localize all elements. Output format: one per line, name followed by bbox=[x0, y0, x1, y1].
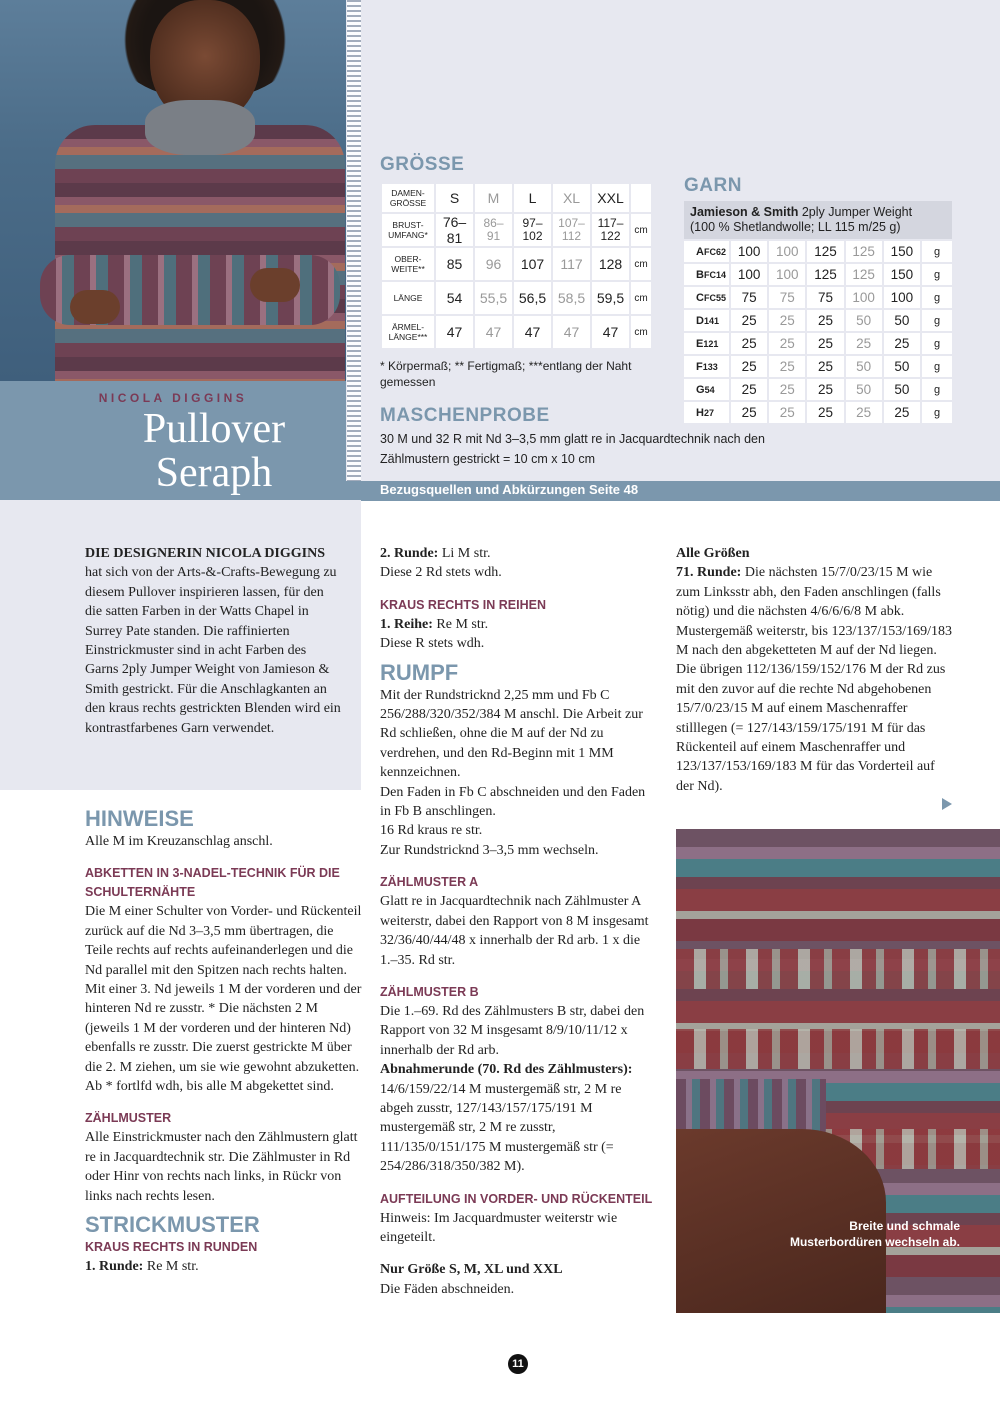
yarn-row: E121 25 25 25 25 25 g bbox=[684, 333, 952, 354]
intro-text: DIE DESIGNERIN NICOLA DIGGINS hat sich von der Arts-&-Crafts-Bewegung zu diesem Pullover inspirieren lassen, für den die satten Farben in der Watts Chapel in Surrey Pate standen. Die raffinierten Einstrickmuster sind in acht Farben des Garns 2ply Jumper Weight von Jamieson & Smith gestrickt. Für die Anschlagkanten an den kraus rechts gestrickten Blenden wird ein kontrastfarbenes Garn verwendet. bbox=[85, 546, 341, 736]
heading-kraus-reihen: KRAUS RECHTS IN REIHEN bbox=[380, 597, 546, 612]
size-row-laenge: LÄNGE 54 55,5 56,5 58,5 59,5 cm bbox=[382, 282, 651, 314]
heading-abketten: ABKETTEN IN 3-NADEL-TECHNIK FÜR DIE SCHULTERNÄHTE bbox=[85, 866, 340, 900]
heading-groesse: GRÖSSE bbox=[380, 154, 465, 175]
heading-strickmuster: STRICKMUSTER bbox=[85, 1212, 260, 1238]
size-m: M bbox=[475, 184, 512, 212]
yarn-row: CFC55 75 75 75 100 100 g bbox=[684, 287, 952, 308]
size-l: L bbox=[514, 184, 551, 212]
yarn-row: G54 25 25 25 50 50 g bbox=[684, 379, 952, 400]
continue-arrow-icon bbox=[942, 798, 952, 810]
title-box bbox=[0, 381, 346, 500]
spiral-binding bbox=[347, 0, 361, 496]
photo-caption: Breite und schmale Musterbordüren wechseln ab. bbox=[789, 1219, 960, 1249]
heading-zaehlmuster: ZÄHLMUSTER bbox=[85, 1111, 172, 1126]
heading-hinweise: HINWEISE bbox=[85, 806, 194, 831]
heading-zaehlmuster-b: ZÄHLMUSTER B bbox=[380, 984, 479, 999]
heading-kraus-runden: KRAUS RECHTS IN RUNDEN bbox=[85, 1240, 258, 1255]
size-xxl: XXL bbox=[592, 184, 629, 212]
yarn-table bbox=[684, 201, 952, 425]
yarn-row: AFC62 100 100 125 125 150 g bbox=[684, 241, 952, 262]
size-header-label: DAMEN- GRÖSSE bbox=[382, 184, 434, 212]
size-s: S bbox=[436, 184, 473, 212]
heading-zaehlmuster-a: ZÄHLMUSTER A bbox=[380, 875, 479, 890]
yarn-header: Jamieson & Smith 2ply Jumper Weight (100 % Shetlandwolle; LL 115 m/25 g) bbox=[684, 201, 952, 239]
size-row-aermellaenge: ÄRMEL- LÄNGE*** 47 47 47 47 47 cm bbox=[382, 316, 651, 348]
yarn-row: D141 25 25 25 50 50 g bbox=[684, 310, 952, 331]
size-header-row bbox=[382, 184, 651, 212]
column-2: 2. Runde: Li M str. Diese 2 Rd stets wdh. KRAUS RECHTS IN REIHEN 1. Reihe: Re M str. Diese R stets wdh. RUMPF Mit der Rundstricknd 2,25 mm und Fb C 256/288/320/352/384 M anschl. Die Arbeit zur Rd schließen, ohne die M auf der Nd zu verdrehen, und den Rd-Beginn mit 1 MM kennzeichnen. Den Faden in Fb C abschneiden und den Faden in Fb B anschlingen. 16 Rd kraus re str. Zur Rundstricknd 3–3,5 mm wechseln. ZÄHLMUSTER A Glatt re in Jacquardtechnik nach Zählmuster A weiterstr, dabei den Rapport von 8 M insgesamt 32/36/40/44/48 x innerhalb der Rd arb. 1 x die 1.–35. Rd str. ZÄHLMUSTER B Die 1.–69. Rd des Zählmusters B str, dabei den Rapport von 32 M insgesamt 8/9/10/11/12 x innerhalb der Rd arb. Abnahmerunde (70. Rd des Zählmusters): 14/6/159/22/14 M mustergemäß str, 2 M re abgeh zusstr, 127/143/157/175/191 M mustergemäß str, 2 M re zusstr, 111/135/0/151/175 M mustergemäß str (= 254/286/318/350/382 M). AUFTEILUNG IN VORDER- UND RÜCKENTEIL Hinweis: Im Jacquardmuster weiterstr wie eingeteilt. Nur Größe S, M, XL und XXL Die Fäden abschneiden. bbox=[380, 544, 656, 1299]
sources-text: Bezugsquellen und Abkürzungen Seite 48 bbox=[380, 482, 639, 497]
model-photo bbox=[0, 0, 346, 381]
size-table bbox=[380, 182, 653, 350]
heading-aufteilung: AUFTEILUNG IN VORDER- UND RÜCKENTEIL bbox=[380, 1191, 653, 1206]
heading-garn: GARN bbox=[684, 175, 742, 196]
size-row-brustumfang: BRUST- UMFANG* 76–81 86– 91 97– 102 107– 112 117– 122 cm bbox=[382, 214, 651, 246]
column-3: Alle Größen 71. Runde: Die nächsten 15/7/0/23/15 M wie zum Linksstr abh, den Faden anschlingen (falls nötig) und die nächsten 4/6/6/6/8 M abk. Mustergemäß weiterstr, bis 123/137/153/169/183 M nach den abgeketteten M auf der Nd liegen. Die übrigen 112/136/159/152/176 M der Rd zus mit den zuvor auf die rechte Nd abgehobenen 15/7/0/23/15 M auf einem Maschenraffer stilllegen (= 127/143/159/175/191 M für das Rückenteil auf einem Maschenraffer und 123/137/153/169/183 M für das Vorderteil auf der Nd). bbox=[676, 546, 953, 794]
designer-name: NICOLA DIGGINS bbox=[98, 391, 248, 405]
yarn-row: F133 25 25 25 50 50 g bbox=[684, 356, 952, 377]
pattern-title: Pullover Seraph bbox=[142, 406, 286, 496]
column-1: HINWEISE Alle M im Kreuzanschlag anschl. ABKETTEN IN 3-NADEL-TECHNIK FÜR DIE SCHULTERNÄHTE Die M einer Schulter von Vorder- und Rückenteil zurück auf die Nd 3–3,5 mm übertragen, die Teile rechts auf rechts aufeinanderlegen und die Nd parallel mit den Spitzen nach rechts halten. Mit einer 3. Nd jeweils 1 M der vorderen und der hinteren Nd re zusstr. * Die nächsten 2 M (jeweils 1 M der vorderen und der hinteren Nd) ebenfalls re zusstr. Die zuerst gestrickte M über die 2. M ziehen, um sie wie gewohnt abzuketten. Ab * fortlfd wdh, bis alle M abgekettet sind. ZÄHLMUSTER Alle Einstrickmuster nach den Zählmustern glatt re in Jacquardtechnik str. Die Zählmuster in Rd oder Hinr von rechts nach links, in Rückr von links nach rechts lesen. STRICKMUSTER KRAUS RECHTS IN RUNDEN 1. Runde: Re M str. bbox=[85, 806, 362, 1275]
size-row-oberweite: OBER- WEITE** 85 96 107 117 128 cm bbox=[382, 248, 651, 280]
yarn-row: H27 25 25 25 25 25 g bbox=[684, 402, 952, 423]
yarn-row: BFC14 100 100 125 125 150 g bbox=[684, 264, 952, 285]
heading-rumpf: RUMPF bbox=[380, 659, 459, 685]
page-number: 11 bbox=[508, 1354, 528, 1374]
heading-maschenprobe: MASCHENPROBE bbox=[380, 405, 550, 426]
gauge-text: 30 M und 32 R mit Nd 3–3,5 mm glatt re in Jacquardtechnik nach den Zählmustern gestrickt = 10 cm x 10 cm bbox=[380, 432, 765, 466]
size-footnote: * Körpermaß; ** Fertigmaß; ***entlang der Naht gemessen bbox=[380, 359, 632, 389]
size-xl: XL bbox=[553, 184, 590, 212]
